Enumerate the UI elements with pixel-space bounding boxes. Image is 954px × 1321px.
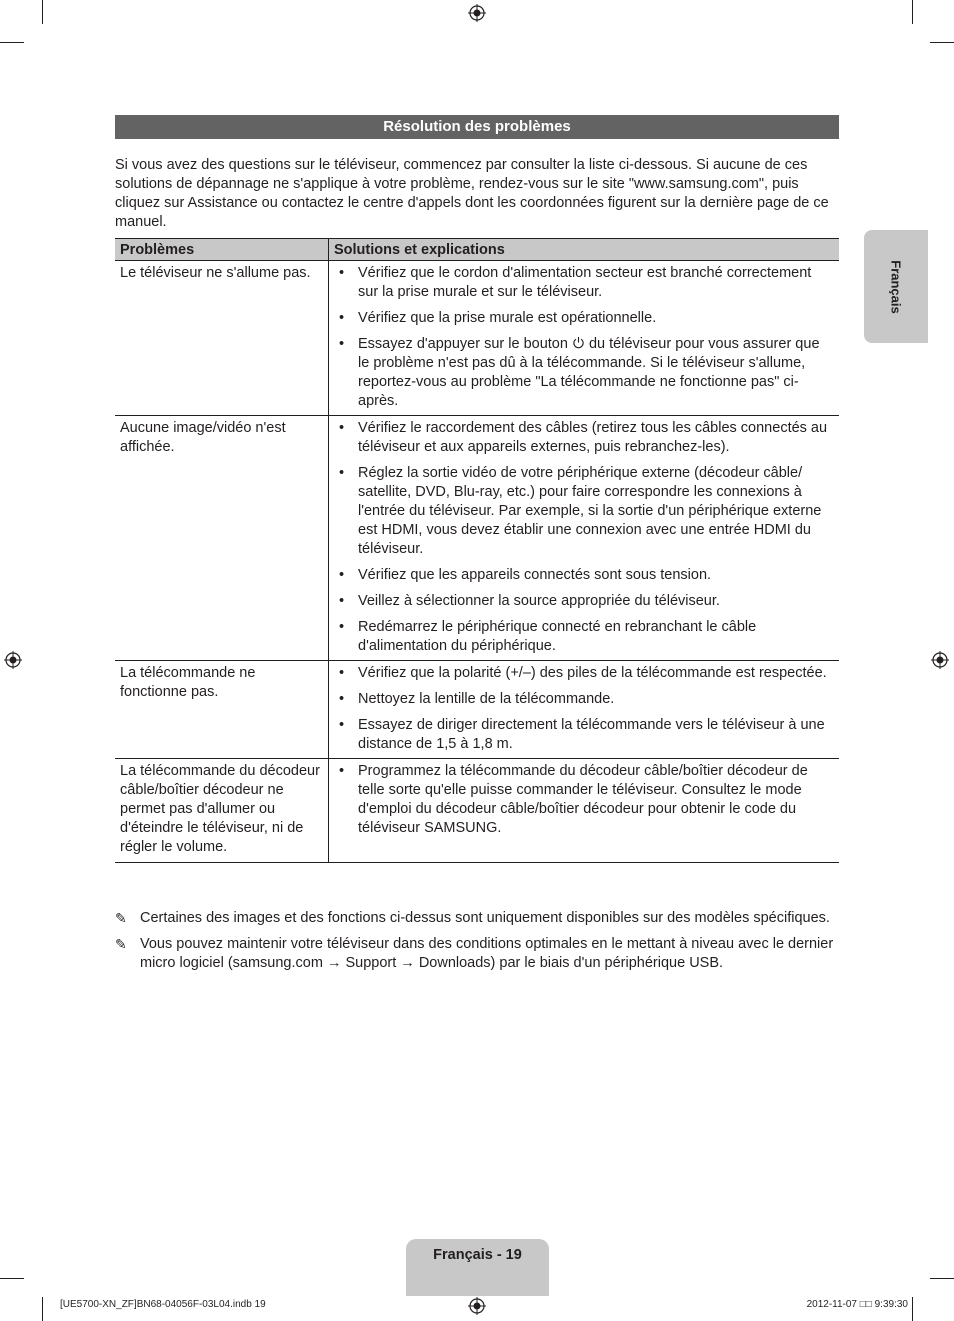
table-row — [115, 661, 839, 759]
section-title: Résolution des problèmes — [115, 115, 839, 139]
crop-mark — [930, 1278, 954, 1279]
print-footer-timestamp: 2012-11-07 ​□□ 9:39:30 — [806, 1299, 908, 1310]
solutions-list — [334, 264, 834, 411]
solution-item: • Veillez à sélectionner la source appropriée du téléviseur. — [334, 592, 834, 611]
solution-item: • Redémarrez le périphérique connecté en rebranchant le câble d'alimentation du périphérique. — [334, 618, 834, 656]
solution-item: • Vérifiez que les appareils connectés sont sous tension. — [334, 566, 834, 585]
registration-mark-icon — [468, 4, 486, 22]
table-row — [115, 416, 839, 661]
problem-cell: La télécommande ne fonctionne pas. — [115, 661, 329, 759]
solutions-cell — [329, 661, 840, 759]
solution-item: • Essayez de diriger directement la télécommande vers le téléviseur à une distance de 1,5 à 1,8 m. — [334, 716, 834, 754]
page-number: Français - 19 — [433, 1247, 522, 1263]
problem-cell: La télécommande du décodeur câble/boîtier décodeur ne permet pas d'allumer ou d'éteindre le téléviseur, ni de régler le volume. — [115, 759, 329, 863]
note-text: Certaines des images et des fonctions ci-dessus sont uniquement disponibles sur des modèles spécifiques. — [140, 910, 830, 926]
page-number-badge — [406, 1239, 549, 1296]
table-row — [115, 261, 839, 416]
table-row — [115, 759, 839, 863]
solutions-cell — [329, 759, 840, 863]
solution-item — [334, 335, 834, 411]
solutions-list — [334, 762, 834, 838]
crop-mark — [912, 0, 913, 24]
solution-item: • Vérifiez que la prise murale est opérationnelle. — [334, 309, 834, 328]
solution-item: • Programmez la télécommande du décodeur câble/boîtier décodeur de telle sorte qu'elle puisse commander le téléviseur. Consultez le mode d'emploi du décodeur câble/boîtier décodeur pour obtenir le code du téléviseur SAMSUNG. — [334, 762, 834, 838]
solutions-cell — [329, 416, 840, 661]
crop-mark — [42, 1297, 43, 1321]
table-header-row — [115, 239, 839, 261]
solution-text: Essayez d'appuyer sur le bouton — [358, 336, 572, 352]
crop-mark — [930, 42, 954, 43]
note-item — [115, 935, 839, 973]
registration-mark-icon — [468, 1297, 486, 1315]
note-text: Vous pouvez maintenir votre téléviseur dans des conditions optimales en le mettant à niveau avec le dernier micro logiciel (samsung.com → Support → Downloads) par le biais d'un périphérique USB. — [140, 936, 834, 971]
solutions-cell — [329, 261, 840, 416]
crop-mark — [912, 1297, 913, 1321]
solution-item: • Nettoyez la lentille de la télécommande. — [334, 690, 834, 709]
language-side-tab-label: Français — [888, 259, 904, 314]
column-header-solutions: Solutions et explications — [329, 239, 840, 261]
crop-mark — [0, 1278, 24, 1279]
language-side-tab — [864, 230, 928, 343]
solution-item: • Vérifiez que le cordon d'alimentation secteur est branché correctement sur la prise murale et sur le téléviseur. — [334, 264, 834, 302]
solutions-list — [334, 419, 834, 656]
registration-mark-icon — [931, 651, 949, 669]
solution-text: du téléviseur pour vous assurer que le problème n'est pas dû à la télécommande. Si le téléviseur s'allume, reportez-vous au problème "La télécommande ne fonctionne pas" ci-après. — [358, 336, 820, 409]
pencil-note-icon: ✎ — [115, 910, 127, 926]
column-header-problems: Problèmes — [115, 239, 329, 261]
crop-mark — [0, 42, 24, 43]
solution-item: • Vérifiez que la polarité (+/–) des piles de la télécommande est respectée. — [334, 664, 834, 683]
problem-cell: Aucune image/vidéo n'est affichée. — [115, 416, 329, 661]
pencil-note-icon: ✎ — [115, 936, 127, 952]
notes — [115, 909, 839, 980]
print-footer-file: [UE5700-XN_ZF]BN68-04056F-03L04.indb 19 — [60, 1299, 266, 1310]
troubleshooting-table — [115, 238, 839, 863]
registration-mark-icon — [4, 651, 22, 669]
solutions-list — [334, 664, 834, 754]
problem-cell: Le téléviseur ne s'allume pas. — [115, 261, 329, 416]
solution-item: • Vérifiez le raccordement des câbles (retirez tous les câbles connectés au téléviseur et aux appareils externes, puis rebranchez-les). — [334, 419, 834, 457]
power-icon — [572, 336, 585, 349]
intro-paragraph: Si vous avez des questions sur le téléviseur, commencez par consulter la liste ci-dessous. Si aucune de ces solutions de dépannage ne s'applique à votre problème, rendez-vous sur le site "www.samsung.com", puis cliquez sur Assistance ou contactez le centre d'appels dont les coordonnées figurent sur la dernière page de ce manuel. — [115, 157, 829, 230]
solution-item: • Réglez la sortie vidéo de votre périphérique externe (décodeur câble/ satellite, DVD, Blu-ray, etc.) pour faire correspondre les connexions à l'entrée du téléviseur. Par exemple, si la sortie d'un périphérique externe est HDMI, vous devez établir une connexion avec une entrée HDMI du téléviseur. — [334, 464, 834, 559]
crop-mark — [42, 0, 43, 24]
note-item — [115, 909, 839, 928]
